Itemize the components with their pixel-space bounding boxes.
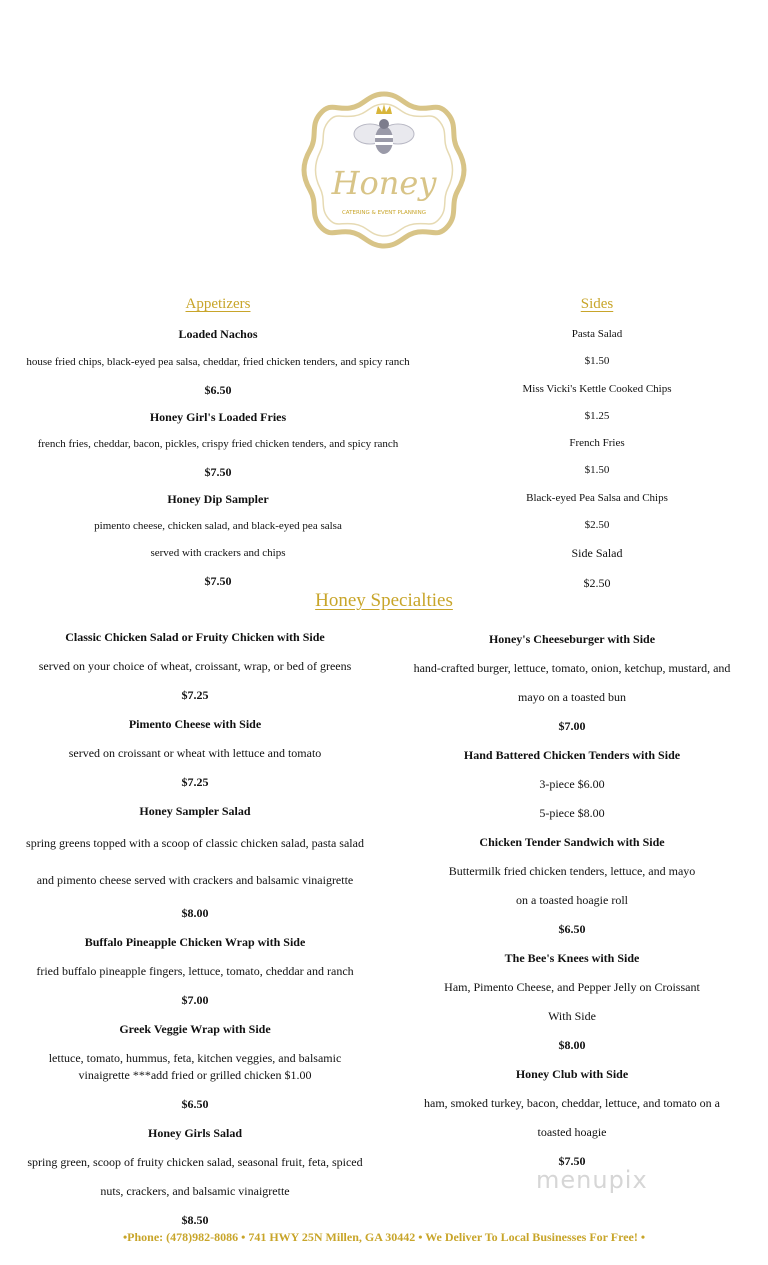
specialty-price: 5-piece $8.00 xyxy=(539,806,605,820)
specialty-name: Honey's Cheeseburger with Side xyxy=(488,632,656,646)
appetizer-desc: french fries, cheddar, bacon, pickles, crispy fried chicken tenders, and spicy ranch xyxy=(37,438,399,450)
side-price: $1.50 xyxy=(584,355,610,367)
appetizer-name: Honey Girl's Loaded Fries xyxy=(149,410,287,424)
specialty-desc: fried buffalo pineapple fingers, lettuce, tomato, cheddar and ranch xyxy=(36,964,354,978)
specialty-name: Chicken Tender Sandwich with Side xyxy=(479,835,665,849)
specialty-name: Honey Club with Side xyxy=(515,1067,629,1081)
specialty-price: $7.25 xyxy=(181,688,209,702)
specialty-name: Greek Veggie Wrap with Side xyxy=(119,1022,271,1036)
specialty-price: 3-piece $6.00 xyxy=(539,777,605,791)
specialty-price: $7.25 xyxy=(181,775,209,789)
specialty-price: $8.00 xyxy=(181,906,209,920)
svg-text:Honey: Honey xyxy=(331,164,437,202)
specialty-name: Hand Battered Chicken Tenders with Side xyxy=(463,748,681,762)
specialty-desc: and pimento cheese served with crackers and balsamic vinaigrette xyxy=(36,873,354,887)
specialty-price: $7.00 xyxy=(558,719,586,733)
specialty-desc: Ham, Pimento Cheese, and Pepper Jelly on Croissant xyxy=(444,980,700,994)
specialty-desc: Buttermilk fried chicken tenders, lettuce, and mayo xyxy=(448,864,696,878)
specialty-desc: With Side xyxy=(548,1009,596,1023)
specialty-desc: vinaigrette ***add fried or grilled chicken $1.00 xyxy=(78,1068,312,1082)
logo-badge-icon xyxy=(300,90,468,250)
menupix-watermark: menupix xyxy=(536,1166,648,1194)
specialty-desc: hand-crafted burger, lettuce, tomato, onion, ketchup, mustard, and xyxy=(413,661,731,675)
appetizer-desc: served with crackers and chips xyxy=(150,547,286,559)
svg-text:CATERING & EVENT PLANNING: CATERING & EVENT PLANNING xyxy=(341,210,427,216)
specialty-desc: spring greens topped with a scoop of classic chicken salad, pasta salad xyxy=(26,836,364,850)
specialty-name: Honey Sampler Salad xyxy=(139,804,251,818)
specialty-desc: served on croissant or wheat with lettuce and tomato xyxy=(68,746,322,760)
side-name: Side Salad xyxy=(571,546,623,560)
specialty-name: Pimento Cheese with Side xyxy=(128,717,262,731)
honey-logo xyxy=(300,90,468,250)
specialty-desc: ham, smoked turkey, bacon, cheddar, lettuce, and tomato on a xyxy=(424,1096,720,1110)
specialty-price: $6.50 xyxy=(558,922,586,936)
appetizer-name: Honey Dip Sampler xyxy=(167,492,269,506)
appetizers-heading: Appetizers xyxy=(185,296,251,312)
specialty-desc: on a toasted hoagie roll xyxy=(516,893,628,907)
specialties-heading: Honey Specialties xyxy=(315,590,453,611)
specialty-desc: served on your choice of wheat, croissant, wrap, or bed of greens xyxy=(38,659,352,673)
side-price: $2.50 xyxy=(584,519,610,531)
specialty-price: $8.00 xyxy=(558,1038,586,1052)
side-name: Pasta Salad xyxy=(571,328,623,340)
specialty-price: $7.00 xyxy=(181,993,209,1007)
footer-contact: •Phone: (478)982-8086 • 741 HWY 25N Millen, GA 30442 • We Deliver To Local Businesses For Free! • xyxy=(122,1230,646,1244)
sides-heading: Sides xyxy=(580,296,614,312)
appetizer-price: $7.50 xyxy=(204,465,232,479)
specialty-price: $8.50 xyxy=(181,1213,209,1227)
side-price: $2.50 xyxy=(583,576,611,590)
specialty-desc: toasted hoagie xyxy=(537,1125,607,1139)
appetizer-price: $6.50 xyxy=(204,383,232,397)
specialty-desc: mayo on a toasted bun xyxy=(518,690,626,704)
side-price: $1.25 xyxy=(584,410,610,422)
appetizer-desc: pimento cheese, chicken salad, and black-eyed pea salsa xyxy=(94,520,342,532)
side-name: Black-eyed Pea Salsa and Chips xyxy=(526,492,668,504)
specialty-desc: lettuce, tomato, hummus, feta, kitchen veggies, and balsamic xyxy=(48,1051,342,1065)
appetizer-desc: house fried chips, black-eyed pea salsa, cheddar, fried chicken tenders, and spicy ranch xyxy=(26,356,410,368)
specialty-price: $6.50 xyxy=(181,1097,209,1111)
specialty-name: Classic Chicken Salad or Fruity Chicken with Side xyxy=(65,630,325,644)
appetizer-price: $7.50 xyxy=(204,574,232,588)
side-price: $1.50 xyxy=(584,464,610,476)
specialty-name: The Bee's Knees with Side xyxy=(504,951,640,965)
specialty-desc: spring green, scoop of fruity chicken salad, seasonal fruit, feta, spiced xyxy=(27,1155,363,1169)
specialty-name: Honey Girls Salad xyxy=(147,1126,242,1140)
specialty-price: $7.50 xyxy=(558,1154,586,1168)
specialty-name: Buffalo Pineapple Chicken Wrap with Side xyxy=(84,935,306,949)
specialty-desc: nuts, crackers, and balsamic vinaigrette xyxy=(100,1184,290,1198)
side-name: French Fries xyxy=(569,437,625,449)
side-name: Miss Vicki's Kettle Cooked Chips xyxy=(522,383,672,395)
appetizer-name: Loaded Nachos xyxy=(178,327,258,341)
